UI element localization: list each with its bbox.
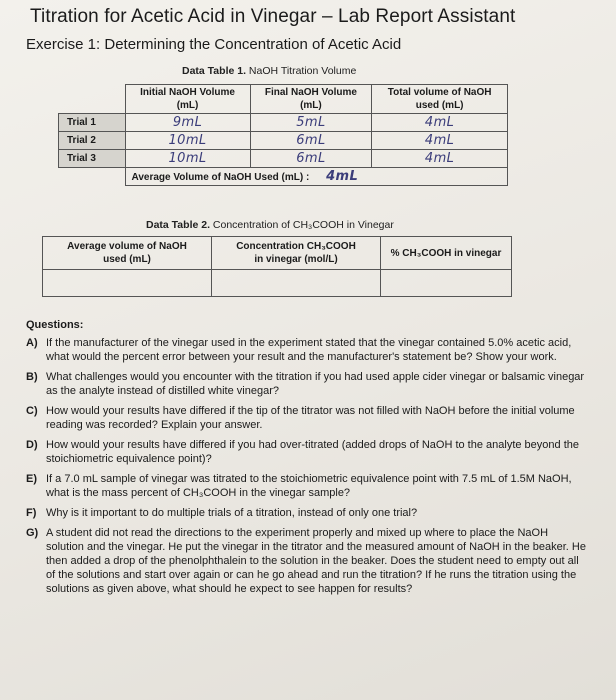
question-letter: C) xyxy=(26,405,38,417)
average-volume-label: Average Volume of NaOH Used (mL) : xyxy=(131,172,310,183)
average-volume-input-cell[interactable] xyxy=(43,270,212,297)
questions-heading: Questions: xyxy=(26,319,84,331)
table1-average-row xyxy=(59,168,508,186)
trial3-final-cell[interactable] xyxy=(250,150,372,168)
table-row xyxy=(59,132,508,150)
trial-label: Trial 2 xyxy=(59,132,126,150)
trial3-initial-value: 10mL xyxy=(168,151,207,166)
table1-caption-bold: Data Table 1. xyxy=(182,65,246,77)
average-volume-value: 4mL xyxy=(326,169,359,184)
trial2-initial-value: 10mL xyxy=(168,133,207,148)
header-concentration: Concentration CH₃COOH in vinegar (mol/L) xyxy=(212,237,381,270)
question-item xyxy=(26,370,586,398)
header-final-volume: Final NaOH Volume (mL) xyxy=(250,85,372,114)
average-cell[interactable] xyxy=(125,168,508,186)
question-letter: F) xyxy=(26,507,37,519)
table1-caption xyxy=(182,65,356,77)
table2-caption-bold: Data Table 2. xyxy=(146,219,210,231)
header-total-volume: Total volume of NaOH used (mL) xyxy=(372,85,508,114)
header-percent-acetic-acid: % CH₃COOH in vinegar xyxy=(381,237,512,270)
trial1-total-cell[interactable] xyxy=(372,114,508,132)
question-text: If a 7.0 mL sample of vinegar was titrated to the stoichiometric equivalence point with 7.5 mL of 1.5M NaOH, what is the mass percent of CH₃COOH in the vinegar sample? xyxy=(46,473,572,499)
trial3-total-value: 4mL xyxy=(424,151,455,166)
question-letter: B) xyxy=(26,371,38,383)
question-letter: D) xyxy=(26,439,38,451)
question-text: If the manufacturer of the vinegar used in the experiment stated that the vinegar contained 5.0% acetic acid, what would the percent error between your result and the manufacturer's statement be? Show your work. xyxy=(46,337,572,363)
question-letter: E) xyxy=(26,473,37,485)
trial1-final-value: 5mL xyxy=(296,115,326,130)
question-item xyxy=(26,506,586,520)
trial-label: Trial 1 xyxy=(59,114,126,132)
table1-header-row xyxy=(59,85,508,114)
trial2-final-cell[interactable] xyxy=(250,132,372,150)
table2-header-row xyxy=(43,237,512,270)
question-text: How would your results have differed if the tip of the titrator was not filled with NaOH before the initial volume reading was recorded? Explain your answer. xyxy=(46,405,575,431)
trial2-total-value: 4mL xyxy=(424,133,455,148)
percent-input-cell[interactable] xyxy=(381,270,512,297)
question-text: What challenges would you encounter with the titration if you had used apple cider vinegar or balsamic vinegar as the analyte instead of distilled white vinegar? xyxy=(46,371,585,397)
trial1-final-cell[interactable] xyxy=(250,114,372,132)
trial2-initial-cell[interactable] xyxy=(125,132,250,150)
question-item xyxy=(26,438,586,466)
exercise-heading: Exercise 1: Determining the Concentration of Acetic Acid xyxy=(26,36,402,53)
trial1-initial-value: 9mL xyxy=(172,115,203,130)
question-text: A student did not read the directions to the experiment properly and mixed up where to place the NaOH solution and the vinegar. He put the vinegar in the titrator and the measured amount of NaOH in the beaker. He then added a drop of the phenolphthalein to the solution in the beaker. Does the student need to empty out all of the solutions and start over again or can he go ahead and run the titration? If he runs the titration using the solutions as given above, what should he expect to see happen for results? xyxy=(46,527,586,595)
question-text: Why is it important to do multiple trials of a titration, instead of only one trial? xyxy=(46,507,418,519)
questions-section xyxy=(26,318,586,602)
concentration-input-cell[interactable] xyxy=(212,270,381,297)
trial-label: Trial 3 xyxy=(59,150,126,168)
question-item xyxy=(26,404,586,432)
header-average-volume: Average volume of NaOH used (mL) xyxy=(43,237,212,270)
table-row xyxy=(43,270,512,297)
question-letter: A) xyxy=(26,337,38,349)
page-title: Titration for Acetic Acid in Vinegar – Lab Report Assistant xyxy=(30,6,516,27)
trial3-total-cell[interactable] xyxy=(372,150,508,168)
average-row-spacer xyxy=(59,168,126,186)
trial1-initial-cell[interactable] xyxy=(125,114,250,132)
table1-header-corner xyxy=(59,85,126,114)
table-row xyxy=(59,150,508,168)
question-text: How would your results have differed if you had over-titrated (added drops of NaOH to the analyte beyond the stoichiometric equivalence point)? xyxy=(46,439,579,465)
trial3-initial-cell[interactable] xyxy=(125,150,250,168)
header-initial-volume: Initial NaOH Volume (mL) xyxy=(125,85,250,114)
trial2-final-value: 6mL xyxy=(296,133,326,148)
concentration-table xyxy=(42,236,512,297)
table1-caption-text: NaOH Titration Volume xyxy=(246,65,357,77)
question-letter: G) xyxy=(26,527,39,539)
question-item xyxy=(26,526,586,596)
table-row xyxy=(59,114,508,132)
trial2-total-cell[interactable] xyxy=(372,132,508,150)
trial1-total-value: 4mL xyxy=(424,115,455,130)
table2-caption-text: Concentration of CH₃COOH in Vinegar xyxy=(210,219,394,231)
naoh-titration-table xyxy=(58,84,508,186)
question-item xyxy=(26,336,586,364)
question-item xyxy=(26,472,586,500)
table2-caption xyxy=(146,219,394,231)
trial3-final-value: 6mL xyxy=(296,151,326,166)
